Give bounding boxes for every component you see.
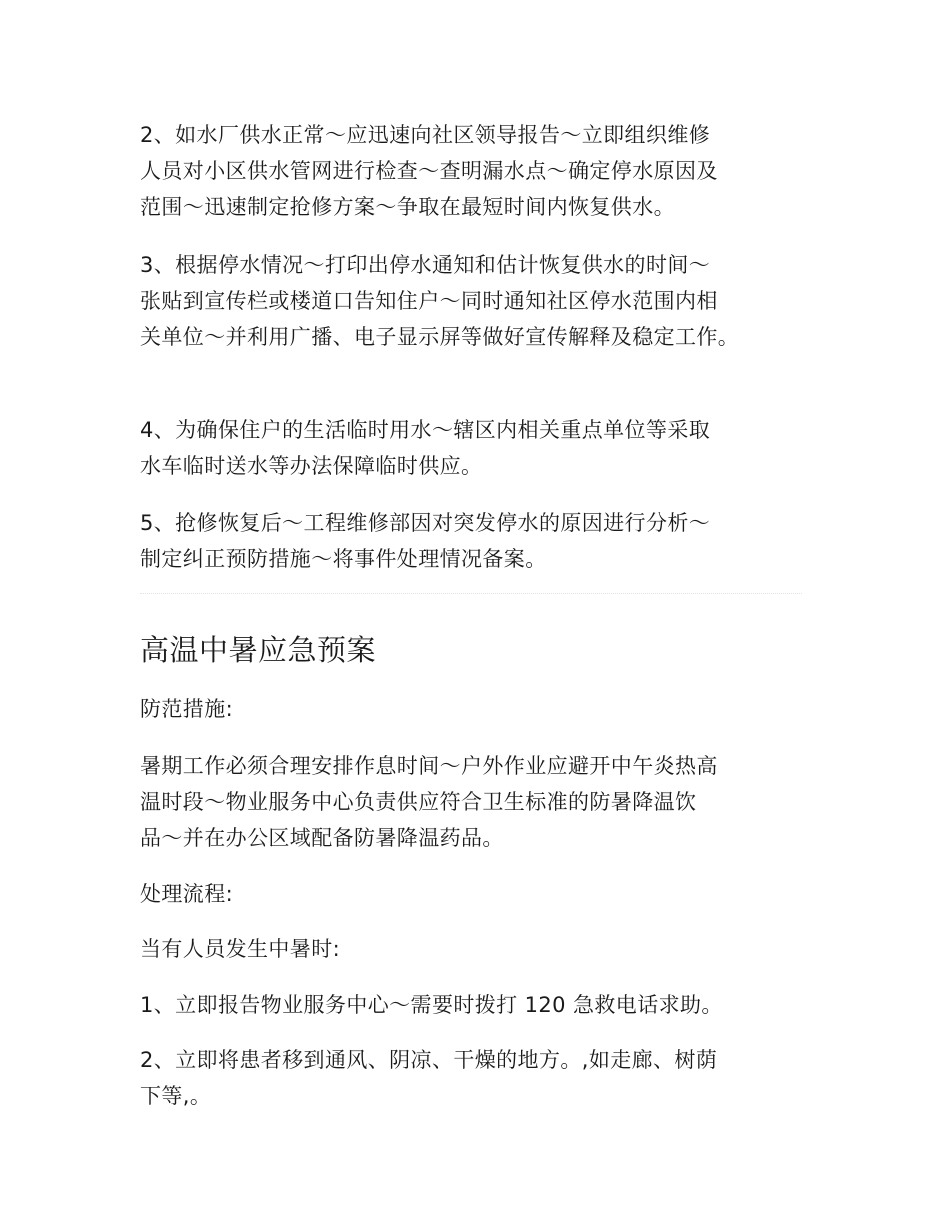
paragraph-step-4	[140, 412, 810, 484]
paragraph-line: 1、立即报告物业服务中心～需要时拨打 120 急救电话求助。	[140, 993, 723, 1017]
paragraph-line: 下等,。	[140, 1084, 212, 1108]
paragraph-line: 人员对小区供水管网进行检查～查明漏水点～确定停水原因及	[140, 159, 718, 183]
process-label-text: 处理流程:	[140, 882, 234, 906]
paragraph-line: 制定纠正预防措施～将事件处理情况备案。	[140, 547, 547, 571]
section-divider	[140, 593, 802, 594]
paragraph-step-2	[140, 117, 810, 225]
prevention-label-text: 防范措施:	[140, 697, 234, 721]
process-intro-text: 当有人员发生中暑时:	[140, 937, 341, 961]
section-title: 高温中暑应急预案	[140, 633, 377, 667]
process-intro	[140, 931, 810, 967]
paragraph-line: 5、抢修恢复后～工程维修部因对突发停水的原因进行分析～	[140, 511, 711, 535]
paragraph-line: 品～并在办公区域配备防暑降温药品。	[140, 826, 504, 850]
paragraph-step-3	[140, 247, 810, 355]
paragraph-line: 2、如水厂供水正常～应迅速向社区领导报告～立即组织维修	[140, 123, 711, 147]
paragraph-line: 2、立即将患者移到通风、阴凉、干燥的地方。,如走廊、树荫	[140, 1048, 718, 1072]
paragraph-line: 水车临时送水等办法保障临时供应。	[140, 454, 483, 478]
paragraph-line: 关单位～并利用广播、电子显示屏等做好宣传解释及稳定工作。	[140, 325, 740, 349]
process-step-1	[140, 987, 810, 1023]
paragraph-line: 暑期工作必须合理安排作息时间～户外作业应避开中午炎热高	[140, 754, 718, 778]
paragraph-line: 温时段～物业服务中心负责供应符合卫生标准的防暑降温饮	[140, 790, 697, 814]
process-step-2	[140, 1042, 810, 1114]
paragraph-line: 范围～迅速制定抢修方案～争取在最短时间内恢复供水。	[140, 195, 675, 219]
paragraph-step-5	[140, 505, 810, 577]
paragraph-line: 张贴到宣传栏或楼道口告知住户～同时通知社区停水范围内相	[140, 289, 718, 313]
paragraph-line: 3、根据停水情况～打印出停水通知和估计恢复供水的时间～	[140, 253, 711, 277]
prevention-label	[140, 691, 810, 727]
process-label	[140, 876, 810, 912]
prevention-paragraph	[140, 748, 810, 856]
paragraph-line: 4、为确保住户的生活临时用水～辖区内相关重点单位等采取	[140, 418, 711, 442]
